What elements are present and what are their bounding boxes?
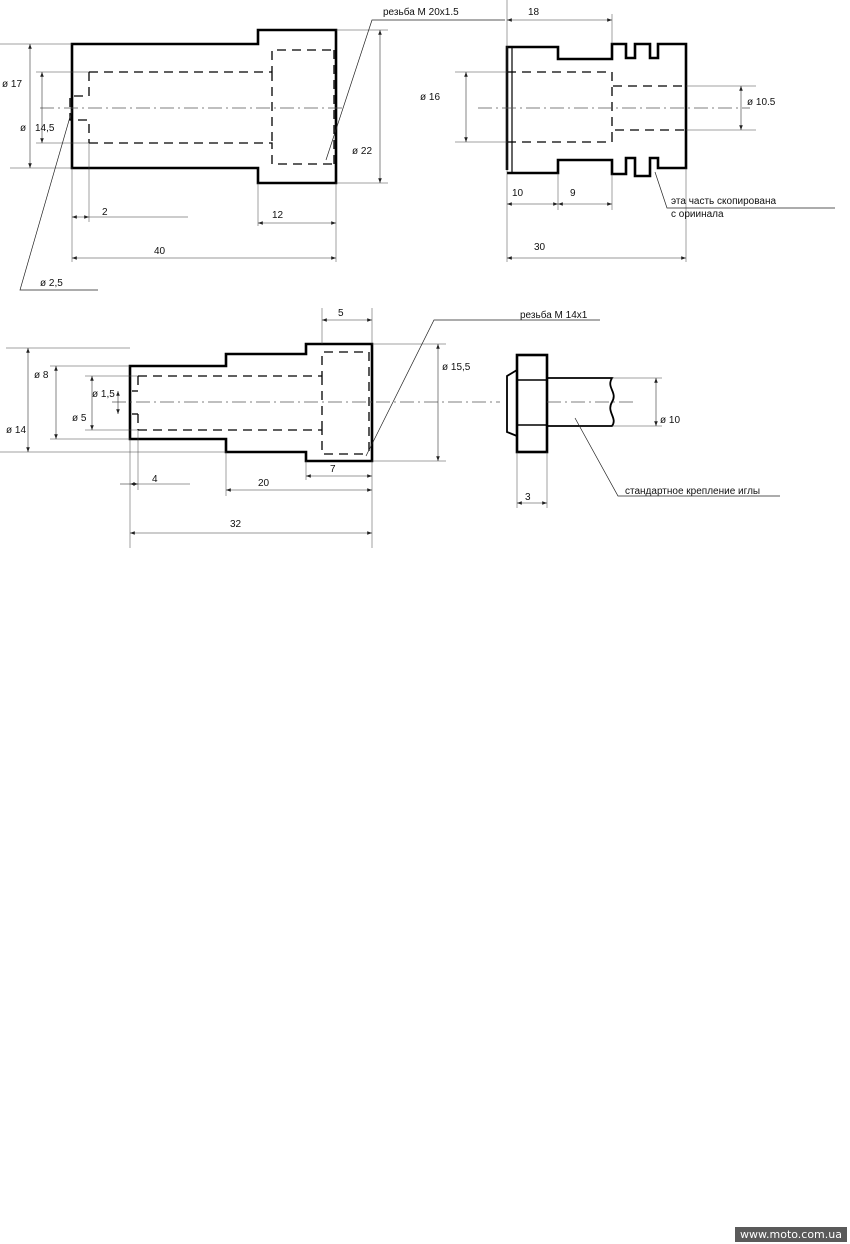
p3-thread-label: резьба М 14х1 [520, 310, 588, 321]
p3-d1-5-label: ø 1,5 [92, 389, 115, 400]
p3-d8-label: ø 8 [34, 370, 49, 381]
p1-dim40-label: 40 [154, 246, 166, 257]
p3-d15-5-label: ø 15,5 [442, 362, 471, 373]
p3-dim7-label: 7 [330, 464, 336, 475]
p2-d16-label: ø 16 [420, 92, 441, 103]
part-3 [0, 308, 600, 548]
p3-dim4-label: 4 [152, 474, 158, 485]
p1-d14-5-symbol: ø [20, 123, 27, 134]
p3-d5-label: ø 5 [72, 413, 87, 424]
part3-outline [130, 344, 372, 461]
p2-note-line2: с ориинала [671, 209, 724, 220]
p1-dim12-label: 12 [272, 210, 284, 221]
p3-dim20-label: 20 [258, 478, 270, 489]
part2-bore [507, 72, 686, 142]
p1-d17-label: ø 17 [2, 79, 23, 90]
p1-d14-5-label: 14,5 [35, 123, 55, 134]
p4-note-label: стандартное крепление иглы [625, 486, 761, 497]
part4-collar [507, 370, 517, 436]
part4-flange [517, 355, 547, 452]
p1-d22-label: ø 22 [352, 146, 373, 157]
part-2 [455, 0, 835, 262]
p2-dim18-label: 18 [528, 7, 540, 18]
part-1 [0, 20, 505, 290]
p3-dim5-label: 5 [338, 308, 344, 319]
p2-d10-5-label: ø 10.5 [747, 97, 776, 108]
part1-outline [72, 30, 336, 183]
part2-outline [507, 44, 686, 176]
p1-d2-5-label: ø 2,5 [40, 278, 63, 289]
p3-d14-label: ø 14 [6, 425, 27, 436]
p1-thread-label: резьба М 20х1.5 [383, 7, 459, 18]
p4-d10-label: ø 10 [660, 415, 681, 426]
watermark-label: www.moto.com.ua [735, 1227, 847, 1242]
p2-dim10-label: 10 [512, 188, 524, 199]
part1-bore [70, 50, 334, 164]
p3-dim32-label: 32 [230, 519, 242, 530]
p1-dim2-label: 2 [102, 207, 108, 218]
p4-dim3-label: 3 [525, 492, 531, 503]
p2-dim30-label: 30 [534, 242, 546, 253]
p2-note-line1: эта часть скопирована [671, 196, 777, 207]
p2-dim9-label: 9 [570, 188, 576, 199]
